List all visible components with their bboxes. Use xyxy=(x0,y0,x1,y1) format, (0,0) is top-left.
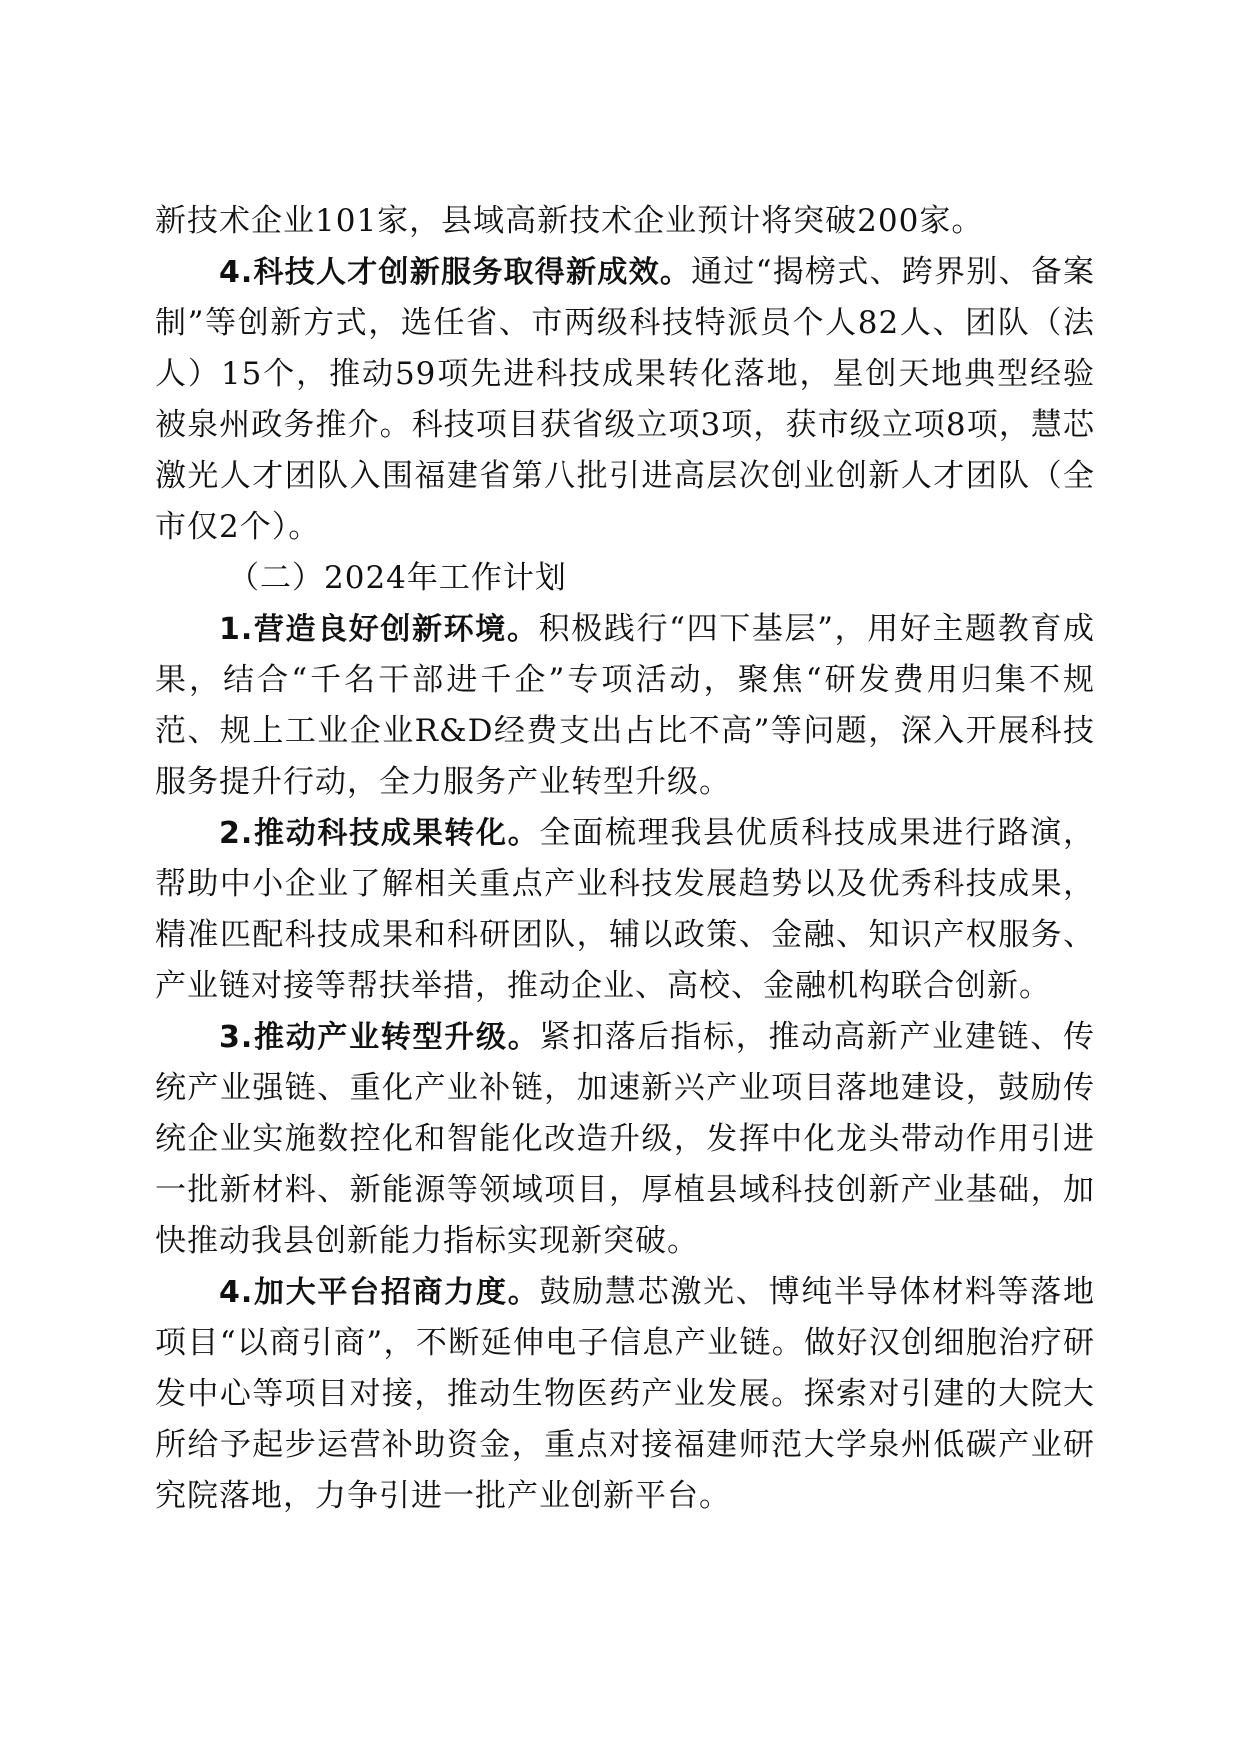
plan-item-1 xyxy=(155,604,1095,808)
plan-item-2 xyxy=(155,808,1095,1012)
paragraph-talent-service xyxy=(155,247,1095,553)
section-heading-2024-plan xyxy=(155,553,1095,604)
paragraph-text: 通过“揭榜式、跨界别、备案制”等创新方式，选任省、市两级科技特派员个人82人、团队（法人）15个，推动59项先进科技成果转化落地，星创天地典型经验被泉州政务推介。科技项目获省级立项3项，获市级立项8项，慧芯激光人才团队入围福建省第八批引进高层次创业创新人才团队（全市仅2个）。 xyxy=(155,254,1095,545)
plan-item-text: 紧扣落后指标，推动高新产业建链、传统产业强链、重化产业补链，加速新兴产业项目落地建设，鼓励传统企业实施数控化和智能化改造升级，发挥中化龙头带动作用引进一批新材料、新能源等领域项目，厚植县域科技创新产业基础，加快推动我县创新能力指标实现新突破。 xyxy=(155,1019,1096,1259)
paragraph-continuation xyxy=(155,196,1095,247)
plan-item-lead: 3.推动产业转型升级。 xyxy=(219,1020,540,1055)
plan-item-lead: 4.加大平台招商力度。 xyxy=(219,1275,540,1310)
plan-item-text: 鼓励慧芯激光、博纯半导体材料等落地项目“以商引商”，不断延伸电子信息产业链。做好汉创细胞治疗研发中心等项目对接，推动生物医药产业发展。探索对引建的大院大所给予起步运营补助资金，重点对接福建师范大学泉州低碳产业研究院落地，力争引进一批产业创新平台。 xyxy=(155,1274,1096,1514)
document-body xyxy=(155,196,1095,1522)
plan-item-text: 积极践行“四下基层”，用好主题教育成果，结合“千名干部进千企”专项活动，聚焦“研发费用归集不规范、规上工业企业R&D经费支出占比不高”等问题，深入开展科技服务提升行动，全力服务产业转型升级。 xyxy=(155,611,1095,800)
plan-item-lead: 1.营造良好创新环境。 xyxy=(219,612,539,647)
plan-item-lead: 2.推动科技成果转化。 xyxy=(219,816,540,851)
plan-item-3 xyxy=(155,1012,1095,1267)
paragraph-lead: 4.科技人才创新服务取得新成效。 xyxy=(219,255,692,290)
section-heading-text: （二）2024年工作计划 xyxy=(228,560,567,596)
plan-item-text: 全面梳理我县优质科技成果进行路演，帮助中小企业了解相关重点产业科技发展趋势以及优秀科技成果，精准匹配科技成果和科研团队，辅以政策、金融、知识产权服务、产业链对接等帮扶举措，推动企业、高校、金融机构联合创新。 xyxy=(155,815,1096,1004)
paragraph-text: 新技术企业101家，县域高新技术企业预计将突破200家。 xyxy=(155,203,984,239)
plan-item-4 xyxy=(155,1267,1095,1522)
